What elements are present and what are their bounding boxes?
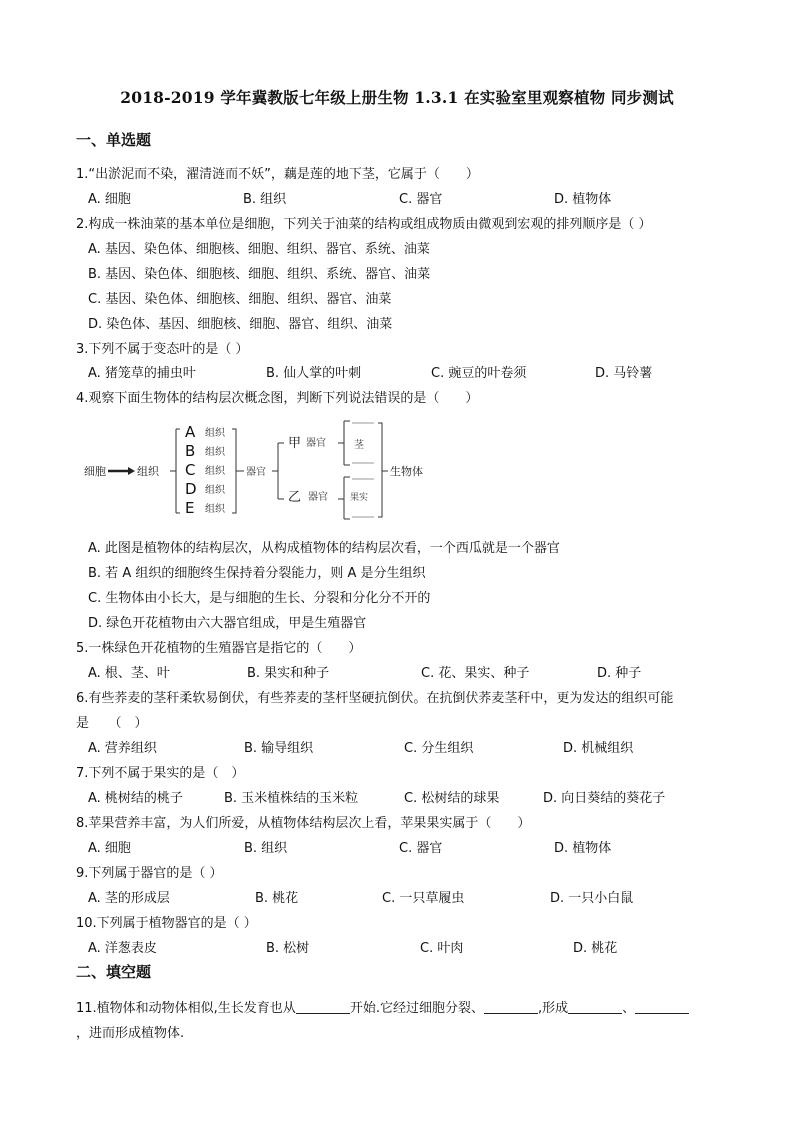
diagram-fruit-label: 果实 [350, 493, 369, 503]
q6-option-a: A. 营养组织 [88, 741, 157, 756]
diagram-jia-label: 甲 [288, 436, 302, 451]
question-11-line1 [76, 997, 689, 1016]
q4-option-d: D. 绿色开花植物由六大器官组成，甲是生殖器官 [88, 616, 367, 631]
q11-blank-3[interactable] [568, 1001, 622, 1014]
diagram-tissue-b: 组织 [205, 447, 225, 458]
q1-option-b: B. 组织 [243, 192, 287, 207]
diagram-jia-organ: 器官 [306, 438, 326, 449]
q11-blank-4[interactable] [635, 1001, 689, 1014]
q5-option-b: B. 果实和种子 [247, 666, 330, 681]
q2-option-c: C. 基因、染色体、细胞核、细胞、组织、器官、油菜 [88, 292, 392, 307]
question-6-stem-line1: 6.有些荞麦的茎秆柔软易倒伏，有些荞麦的茎杆坚硬抗倒伏。在抗倒伏荞麦茎秆中，更为发达的组织可能 [76, 691, 674, 706]
section-single-choice: 一、单选题 [76, 131, 152, 149]
diagram-letter-d: D [185, 480, 197, 498]
diagram-stem-label: 茎 [354, 440, 364, 451]
diagram-branch-bottom [338, 477, 350, 519]
q7-option-d: D. 向日葵结的葵花子 [543, 791, 666, 806]
diagram-arrowhead-cell-tissue [128, 467, 135, 475]
q9-option-d: D. 一只小白鼠 [550, 891, 634, 906]
q2-option-a: A. 基因、染色体、细胞核、细胞、组织、器官、系统、油菜 [88, 242, 430, 257]
q11-text-part1: 11.植物体和动物体相似,生长发育也从 [76, 1001, 296, 1016]
q11-blank-2[interactable] [484, 1001, 538, 1014]
diagram-yi-label: 乙 [288, 490, 302, 505]
q7-option-a: A. 桃树结的桃子 [88, 791, 183, 806]
diagram-letter-a: A [185, 423, 196, 441]
diagram-bracket-left [170, 429, 180, 513]
q2-option-b: B. 基因、染色体、细胞核、细胞、组织、系统、器官、油菜 [88, 267, 431, 282]
q3-option-b: B. 仙人掌的叶刺 [266, 366, 362, 381]
diagram-bracket-organ [272, 443, 284, 499]
diagram-letter-c: C [185, 461, 196, 479]
q8-option-c: C. 器官 [399, 841, 443, 856]
q3-option-d: D. 马铃薯 [595, 366, 653, 381]
diagram-organism-label: 生物体 [390, 465, 423, 478]
diagram-organ-label: 器官 [246, 467, 266, 478]
q5-option-a: A. 根、茎、叶 [88, 666, 170, 681]
question-6-stem-line2: 是 （ ） [76, 716, 148, 731]
q8-option-b: B. 组织 [244, 841, 288, 856]
q11-text-part3: ,形成 [537, 1001, 569, 1016]
diagram-bracket-mid [232, 429, 244, 513]
question-7-stem: 7.下列不属于果实的是（ ） [76, 766, 245, 781]
q10-option-c: C. 叶肉 [420, 941, 464, 956]
q11-blank-1[interactable] [296, 1001, 350, 1014]
q1-option-a: A. 细胞 [88, 192, 131, 207]
page-title: 2018-2019 学年冀教版七年级上册生物 1.3.1 在实验室里观察植物 同步测试 [120, 88, 674, 107]
diagram-yi-organ: 器官 [308, 492, 328, 503]
q5-option-c: C. 花、果实、种子 [421, 666, 530, 681]
diagram-tissue-e: 组织 [205, 504, 225, 515]
question-9-stem: 9.下列属于器官的是（ ） [76, 866, 223, 881]
q8-option-d: D. 植物体 [554, 841, 612, 856]
diagram-bracket-right [378, 423, 388, 517]
diagram-branch-top [338, 421, 350, 465]
q2-option-d: D. 染色体、基因、细胞核、细胞、器官、组织、油菜 [88, 317, 393, 332]
question-8-stem: 8.苹果营养丰富，为人们所爱，从植物体结构层次上看，苹果果实属于（ ） [76, 816, 531, 831]
question-5-stem: 5.一株绿色开花植物的生殖器官是指它的（ ） [76, 641, 362, 656]
q9-option-a: A. 茎的形成层 [88, 891, 170, 906]
q1-option-d: D. 植物体 [554, 192, 612, 207]
q11-text-part2: 开始.它经过细胞分裂、 [349, 1001, 484, 1016]
diagram-tissue-a: 组织 [205, 428, 225, 439]
structure-hierarchy-diagram [82, 415, 442, 521]
diagram-tissue-d: 组织 [205, 485, 225, 496]
q10-option-d: D. 桃花 [573, 941, 618, 956]
q5-option-d: D. 种子 [597, 666, 642, 681]
diagram-cell-label: 细胞 [84, 465, 106, 478]
q6-option-b: B. 输导组织 [244, 741, 314, 756]
q10-option-b: B. 松树 [266, 941, 310, 956]
q4-option-b: B. 若 A 组织的细胞终生保持着分裂能力，则 A 是分生组织 [88, 566, 426, 581]
q4-option-a: A. 此图是植物体的结构层次，从构成植物体的结构层次看，一个西瓜就是一个器官 [88, 541, 560, 556]
question-4-stem: 4.观察下面生物体的结构层次概念图，判断下列说法错误的是（ ） [76, 391, 479, 406]
q8-option-a: A. 细胞 [88, 841, 131, 856]
q3-option-c: C. 豌豆的叶卷须 [431, 366, 527, 381]
question-3-stem: 3.下列不属于变态叶的是（ ） [76, 342, 249, 357]
q6-option-d: D. 机械组织 [563, 741, 634, 756]
q7-option-c: C. 松树结的球果 [404, 791, 500, 806]
q11-text-part4: 、 [622, 1001, 636, 1016]
q7-option-b: B. 玉米植株结的玉米粒 [224, 791, 359, 806]
section-fill-blank: 二、填空题 [76, 963, 152, 981]
diagram-letter-b: B [185, 442, 196, 460]
q10-option-a: A. 洋葱表皮 [88, 941, 157, 956]
q6-option-c: C. 分生组织 [404, 741, 474, 756]
diagram-tissue-label: 组织 [137, 465, 159, 478]
diagram-tissue-c: 组织 [205, 466, 225, 477]
diagram-letter-e: E [185, 499, 195, 517]
q9-option-b: B. 桃花 [255, 891, 299, 906]
q1-option-c: C. 器官 [399, 192, 443, 207]
q9-option-c: C. 一只草履虫 [382, 891, 465, 906]
question-2-stem: 2.构成一株油菜的基本单位是细胞，下列关于油菜的结构或组成物质由微观到宏观的排列顺序是（ ） [76, 217, 652, 232]
question-11-line2: ，进而形成植物体. [76, 1026, 185, 1041]
q4-option-c: C. 生物体由小长大，是与细胞的生长、分裂和分化分不开的 [88, 591, 431, 606]
question-10-stem: 10.下列属于植物器官的是（ ） [76, 916, 257, 931]
question-1-stem: 1.“出淤泥而不染，濯清涟而不妖”，藕是莲的地下茎，它属于（ ） [76, 167, 479, 182]
q3-option-a: A. 猪笼草的捕虫叶 [88, 366, 196, 381]
